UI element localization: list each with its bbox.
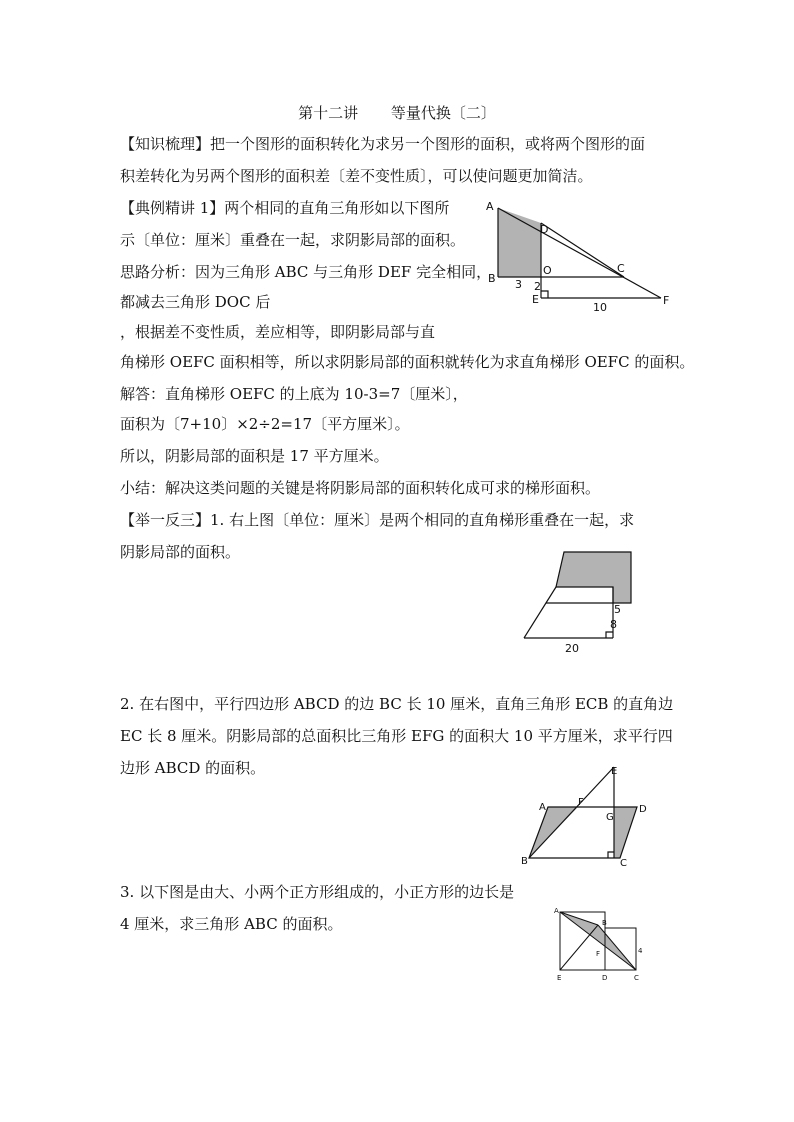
shaded-trapezoid bbox=[498, 208, 541, 277]
practice1-line-2: 阴影局部的面积。 bbox=[120, 543, 241, 561]
practice3-line-2: 4 厘米，求三角形 ABC 的面积。 bbox=[120, 915, 343, 933]
example1-line-10: 小结：解决这类问题的关键是将阴影局部的面积转化成可求的梯形面积。 bbox=[120, 479, 601, 497]
intro-line-1: 【知识梳理】把一个图形的面积转化为求另一个图形的面积，或将两个图形的面 bbox=[120, 135, 646, 153]
label-10: 10 bbox=[593, 301, 607, 314]
label-20: 20 bbox=[565, 642, 579, 655]
label-A: A bbox=[486, 200, 494, 213]
label-D: D bbox=[639, 804, 647, 815]
shaded-right-quad bbox=[614, 807, 637, 858]
label-C: C bbox=[617, 262, 625, 275]
label-E: E bbox=[611, 766, 618, 777]
example1-line-4: 都减去三角形 DOC 后 bbox=[120, 293, 271, 311]
practice2-line-2: EC 长 8 厘米。阴影局部的总面积比三角形 EFG 的面积大 10 平方厘米，求平行四 bbox=[120, 727, 673, 745]
label-F: F bbox=[663, 294, 670, 307]
example1-line-1: 【典例精讲 1】两个相同的直角三角形如以下图所 bbox=[120, 199, 450, 217]
practice2-line-1: 2. 在右图中，平行四边形 ABCD 的边 BC 长 10 厘米，直角三角形 ECB 的直角边 bbox=[120, 695, 674, 713]
intro-line-2: 积差转化为另两个图形的面积差〔差不变性质〕，可以使问题更加简洁。 bbox=[120, 167, 593, 185]
label-5: 5 bbox=[614, 603, 621, 616]
label-D: D bbox=[602, 974, 608, 982]
label-O: O bbox=[543, 264, 552, 277]
label-G: G bbox=[606, 812, 614, 823]
label-F: F bbox=[578, 797, 584, 808]
label-C: C bbox=[634, 974, 639, 982]
label-B: B bbox=[602, 919, 607, 927]
label-C: C bbox=[620, 858, 627, 869]
lecture-topic: 等量代换〔二〕 bbox=[390, 104, 496, 122]
example1-line-8: 面积为〔7+10〕×2÷2=17〔平方厘米〕。 bbox=[120, 415, 410, 433]
example1-figure bbox=[484, 198, 684, 318]
practice1-line-1: 【举一反三】1. 右上图〔单位：厘米〕是两个相同的直角梯形重叠在一起，求 bbox=[120, 511, 635, 529]
example1-line-6: 角梯形 OEFC 面积相等，所以求阴影局部的面积就转化为求直角梯形 OEFC 的面积。 bbox=[120, 353, 695, 371]
practice2-figure bbox=[520, 760, 660, 870]
label-E: E bbox=[532, 293, 539, 306]
label-8: 8 bbox=[610, 618, 617, 631]
shaded-region bbox=[556, 552, 631, 603]
example1-line-2: 示〔单位：厘米〕重叠在一起，求阴影局部的面积。 bbox=[120, 231, 466, 249]
label-A: A bbox=[554, 907, 559, 915]
example1-line-3: 思路分析：因为三角形 ABC 与三角形 DEF 完全相同， bbox=[120, 263, 492, 281]
label-2: 2 bbox=[534, 280, 541, 293]
label-3: 3 bbox=[515, 278, 522, 291]
page-title bbox=[0, 103, 794, 123]
practice3-figure bbox=[552, 906, 652, 990]
label-D: D bbox=[540, 223, 549, 236]
label-B: B bbox=[488, 272, 496, 285]
practice1-figure bbox=[524, 548, 644, 656]
label-B: B bbox=[521, 856, 528, 867]
practice3-line-1: 3. 以下图是由大、小两个正方形组成的，小正方形的边长是 bbox=[120, 883, 515, 901]
label-4: 4 bbox=[638, 947, 643, 955]
example1-line-5: ，根据差不变性质，差应相等，即阴影局部与直 bbox=[120, 323, 436, 341]
label-A: A bbox=[539, 802, 546, 813]
example1-line-7: 解答：直角梯形 OEFC 的上底为 10-3=7〔厘米〕， bbox=[120, 385, 468, 403]
example1-line-9: 所以，阴影局部的面积是 17 平方厘米。 bbox=[120, 447, 389, 465]
label-F: F bbox=[596, 950, 601, 958]
lecture-number: 第十二讲 bbox=[298, 104, 359, 122]
practice2-line-3: 边形 ABCD 的面积。 bbox=[120, 759, 266, 777]
label-E: E bbox=[557, 974, 562, 982]
